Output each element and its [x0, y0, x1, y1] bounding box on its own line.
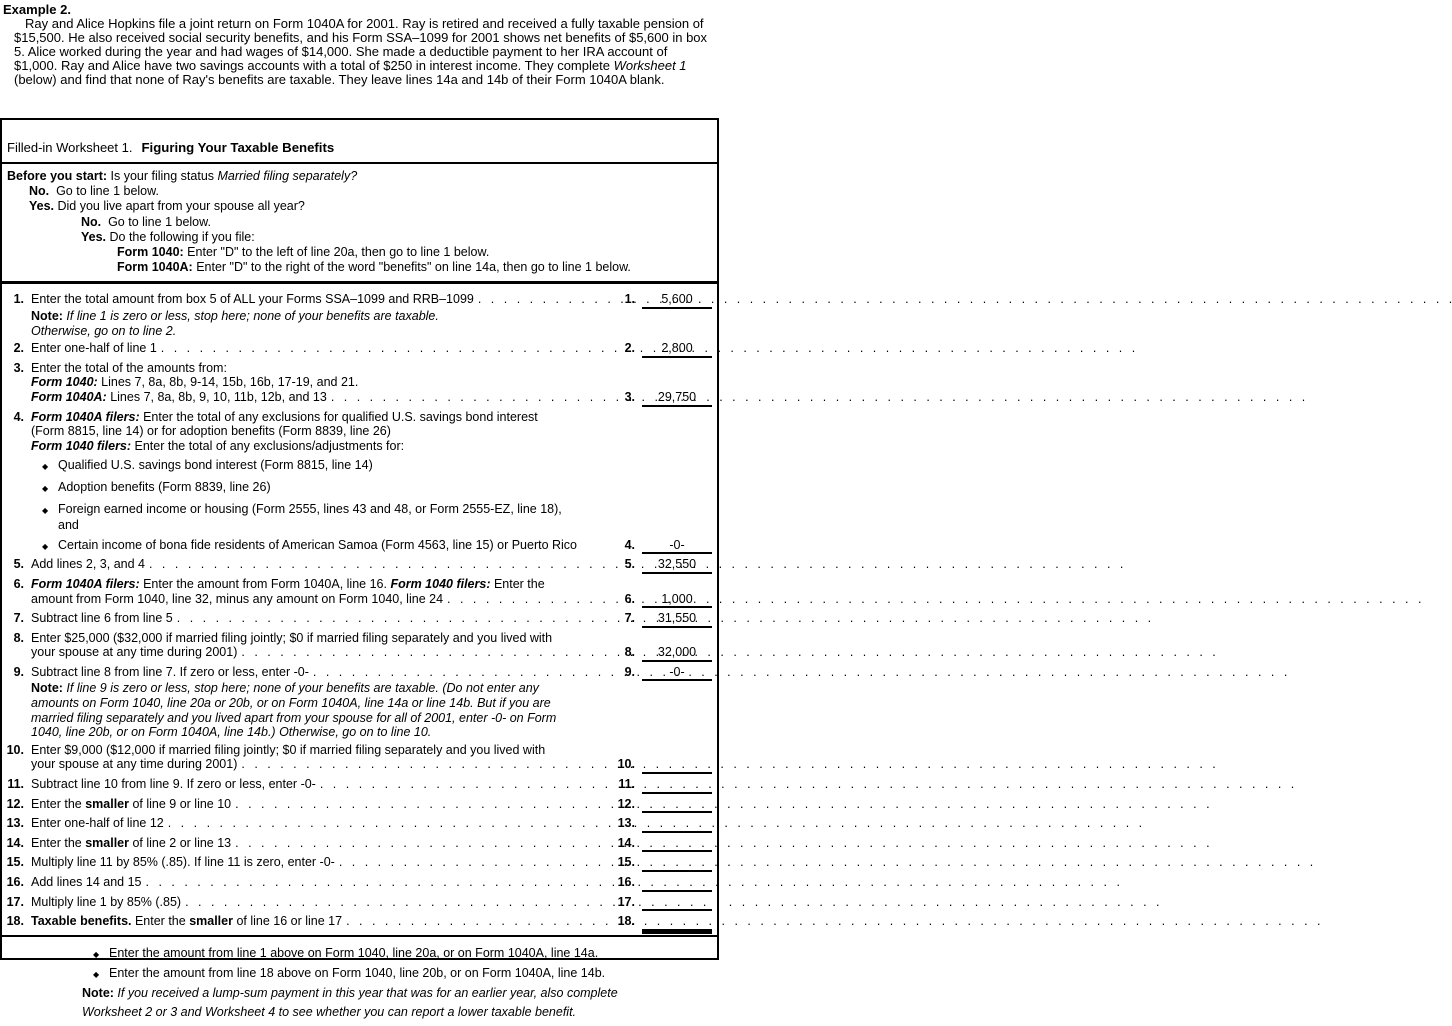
text-row [31, 757, 714, 774]
amount-line-number: 2. [624, 341, 635, 356]
row-text [58, 458, 373, 473]
line-body [31, 836, 717, 853]
text-segment: Before you start: [7, 169, 108, 183]
diamond-bullet-icon: ◆ [42, 541, 49, 551]
dot-leader [177, 611, 607, 626]
row-text [31, 855, 335, 870]
worksheet-line-11 [4, 777, 717, 794]
text-row [31, 309, 714, 324]
diamond-bullet-icon: ◆ [42, 483, 49, 493]
dot-leader [313, 665, 607, 680]
text-segment: Enter $9,000 ($12,000 if married filing jointly; $0 if married filing separately and you lived with [31, 742, 546, 757]
text-segment: Enter the amount from line 1 above on Form 1040, line 20a, or on Form 1040A, line 14a. [109, 945, 599, 960]
amount-value: 31,550 [642, 611, 712, 628]
amount-value: -0- [642, 538, 712, 555]
amount-value: -0- [642, 665, 712, 682]
line-number: 5. [13, 557, 24, 572]
text-segment: Worksheet 1 [613, 57, 687, 73]
text-segment: your spouse at any time during 2001) [31, 757, 238, 772]
row-text [31, 743, 545, 758]
amount-value [642, 816, 712, 833]
row-text [31, 361, 227, 376]
line-number: 7. [13, 611, 24, 626]
worksheet-line-9 [4, 665, 717, 740]
line-number: 14. [6, 835, 24, 850]
line-body [31, 855, 717, 872]
text-segment: married filing separately and you lived apart from your spouse for all of 2001, enter -0- on Form [31, 710, 557, 725]
bullet-row [31, 458, 714, 475]
amount-line-number: 17. [617, 894, 635, 909]
row-text [31, 797, 231, 812]
text-segment: Ray and Alice Hopkins file a joint return on Form 1040A for 2001. Ray is retired and received a fully taxable pension of $15,500. He also received social security benefits, and his Form SSA–1099 for 2001 shows net benefits of $5,600 in box 5. Alice worked during the year and had wages of $14,000. She made a deductible payment to her IRA account of $1,000. Ray and Alice have two savings accounts with a total of $250 in interest income. They complete [14, 15, 708, 73]
dot-leader [478, 292, 607, 307]
row-text [109, 966, 605, 981]
diamond-bullet-icon: ◆ [93, 949, 100, 959]
dot-leader [235, 797, 607, 812]
text-row [31, 743, 714, 758]
text-segment: Lines 7, 8a, 8b, 9, 10, 11b, 12b, and 13 [106, 389, 327, 404]
row-text [31, 875, 142, 890]
publication-page [0, 0, 719, 1019]
worksheet-line-7 [4, 611, 717, 628]
text-row [82, 986, 713, 1001]
dot-leader [241, 757, 607, 772]
text-segment: 1040, line 20b, or on Form 1040A, line 14b.) Otherwise, go on to line 10. [31, 725, 432, 740]
amount-line-number: 14. [617, 835, 635, 850]
text-row [7, 199, 715, 214]
text-row [31, 577, 714, 592]
text-segment: Subtract line 6 from line 5 [31, 611, 173, 626]
amount-value [642, 914, 712, 931]
row-text [31, 439, 404, 454]
line-body [31, 875, 717, 892]
amount-value: 2,800 [642, 341, 712, 358]
text-row [31, 725, 714, 740]
row-text [31, 836, 231, 851]
dot-leader [146, 875, 607, 890]
line-number: 3. [13, 360, 24, 375]
row-text [29, 199, 305, 214]
amount-value: 29,750 [642, 390, 712, 407]
text-segment: Enter the amount from Form 1040A, line 16. [139, 576, 391, 591]
line-number: 17. [6, 894, 24, 909]
text-row [31, 665, 714, 682]
text-segment: Married filing separately? [217, 169, 358, 183]
worksheet-line-2 [4, 341, 717, 358]
row-text [31, 816, 164, 831]
amount-line-number: 9. [624, 664, 635, 679]
amount-value [642, 797, 712, 814]
worksheet-line-5 [4, 557, 717, 574]
text-segment: If you received a lump-sum payment in this year that was for an earlier year, also complete [113, 985, 618, 1000]
text-row [31, 518, 714, 533]
amount-line-number: 11. [618, 777, 635, 792]
text-row [31, 895, 714, 912]
text-row [31, 875, 714, 892]
diamond-bullet-icon: ◆ [42, 505, 49, 515]
row-text [82, 1005, 576, 1020]
text-segment: No. [29, 184, 50, 199]
text-segment: Multiply line 1 by 85% (.85) [31, 894, 182, 909]
row-text [31, 309, 439, 324]
line-number: 12. [6, 796, 24, 811]
row-text [81, 230, 255, 245]
text-row [82, 1005, 713, 1020]
row-text [31, 681, 539, 696]
line-body [31, 914, 717, 931]
amount-value: 32,550 [642, 557, 712, 574]
text-segment: amounts on Form 1040, line 20a or 20b, or on Form 1040A, line 14a or line 14b. But if you are [31, 696, 551, 711]
text-segment: Form 1040A: [31, 389, 107, 404]
row-text [31, 341, 157, 356]
text-segment: Note: [31, 681, 63, 696]
row-text [31, 424, 391, 439]
worksheet-line-13 [4, 816, 717, 833]
row-text [31, 895, 181, 910]
row-text [82, 986, 618, 1001]
text-segment: Add lines 2, 3, and 4 [31, 557, 145, 572]
amount-line-number: 6. [624, 591, 635, 606]
text-segment: If line 9 is zero or less, stop here; none of your benefits are taxable. (Do not enter any [62, 681, 539, 696]
row-text [58, 538, 577, 553]
amount-line-number: 18. [617, 914, 635, 929]
text-segment: (below) and find that none of Ray's benefits are taxable. They leave lines 14a and 14b of their Form 1040A blank. [14, 71, 665, 87]
row-text [31, 592, 443, 607]
row-text [31, 665, 309, 680]
amount-value: 32,000 [642, 645, 712, 662]
line-number: 11. [7, 777, 24, 792]
amount-value [642, 777, 712, 794]
worksheet-title-bold: Figuring Your Taxable Benefits [141, 140, 335, 155]
text-segment: Form 1040: [117, 245, 184, 260]
text-row [31, 341, 714, 358]
dot-leader [447, 592, 607, 607]
dot-leader [149, 557, 607, 572]
example-section [0, 0, 719, 86]
text-segment: Yes. [29, 199, 55, 214]
worksheet-line-3 [4, 361, 717, 407]
row-text [58, 502, 562, 517]
text-segment: Taxable benefits. [31, 914, 132, 929]
line-number: 9. [13, 664, 24, 679]
text-segment: Is your filing status [107, 169, 218, 183]
before-you-start [2, 164, 717, 284]
text-segment: (Form 8815, line 14) or for adoption benefits (Form 8839, line 26) [31, 424, 391, 439]
text-segment: Go to line 1 below. [49, 184, 159, 199]
worksheet-title [2, 120, 717, 164]
text-segment: Did you live apart from your spouse all year? [54, 199, 305, 214]
text-segment: No. [81, 214, 102, 229]
text-segment: Enter the [490, 576, 545, 591]
line-body [31, 895, 717, 912]
row-text [29, 184, 159, 199]
line-body [31, 631, 717, 662]
row-text [58, 480, 271, 495]
text-segment: Form 1040A filers: [31, 409, 140, 424]
dot-leader [161, 341, 607, 356]
dot-leader [185, 895, 607, 910]
row-text [31, 375, 358, 390]
text-row [31, 592, 714, 609]
line-body [31, 410, 717, 555]
row-text [31, 711, 556, 726]
worksheet-line-15 [4, 855, 717, 872]
text-row [31, 439, 714, 454]
text-segment: Form 1040 filers: [390, 576, 491, 591]
line-number: 8. [13, 630, 24, 645]
line-number: 10. [6, 742, 24, 757]
text-segment: Enter the [31, 796, 86, 811]
amount-line-number: 8. [624, 645, 635, 660]
worksheet-line-18 [4, 914, 717, 931]
row-text [31, 390, 327, 405]
worksheet-line-6 [4, 577, 717, 608]
text-segment: Qualified U.S. savings bond interest (Form 8815, line 14) [58, 458, 373, 473]
worksheet-line-16 [4, 875, 717, 892]
row-text [117, 260, 631, 275]
text-segment: Enter the total amount from box 5 of ALL your Forms SSA–1099 and RRB–1099 [31, 292, 474, 307]
text-segment: Enter "D" to the right of the word "benefits" on line 14a, then go to line 1 below. [192, 260, 631, 275]
row-text [31, 645, 237, 660]
line-number: 15. [6, 855, 24, 870]
row-text [31, 914, 342, 929]
dot-leader [235, 836, 607, 851]
text-row [31, 375, 714, 390]
worksheet-line-10 [4, 743, 717, 774]
text-segment: Enter the total of any exclusions for qualified U.S. savings bond interest [139, 409, 538, 424]
amount-line-number: 16. [617, 875, 635, 890]
row-text [109, 946, 598, 961]
row-text [58, 518, 79, 533]
row-text [31, 577, 545, 592]
bullet-row [31, 502, 714, 519]
text-row [31, 631, 714, 646]
worksheet-title-prefix: Filled-in Worksheet 1. [7, 140, 133, 155]
amount-value [642, 875, 712, 892]
text-row [31, 324, 714, 339]
worksheet-line-8 [4, 631, 717, 662]
line-body [31, 361, 717, 407]
text-segment: Enter $25,000 ($32,000 if married filing jointly; $0 if married filing separately and you lived with [31, 630, 553, 645]
line-body [31, 665, 717, 740]
text-row [31, 816, 714, 833]
text-segment: of line 16 or line 17 [232, 914, 343, 929]
text-segment: and [58, 518, 79, 533]
line-body [31, 577, 717, 608]
line-number: 18. [6, 914, 24, 929]
text-segment: Subtract line 10 from line 9. If zero or less, enter -0- [31, 777, 316, 792]
text-row [7, 260, 715, 275]
row-text [117, 245, 489, 260]
text-segment: Certain income of bona fide residents of American Samoa (Form 4563, line 15) or Puerto Rico [58, 537, 578, 552]
amount-line-number: 3. [624, 389, 635, 404]
text-row [31, 681, 714, 696]
text-segment: Enter the amount from line 18 above on Form 1040, line 20b, or on Form 1040A, line 14b. [109, 965, 606, 980]
amount-line-number: 13. [617, 816, 635, 831]
text-segment: Worksheet 2 or 3 and Worksheet 4 to see whether you can report a lower taxable benefit. [82, 1004, 577, 1019]
text-row [31, 914, 714, 931]
text-row [7, 230, 715, 245]
text-row [31, 410, 714, 425]
row-text [31, 611, 173, 626]
text-segment: smaller [85, 796, 129, 811]
text-segment: smaller [85, 835, 129, 850]
bullet-row [31, 480, 714, 497]
text-segment: Form 1040A: [117, 260, 193, 275]
text-segment: If line 1 is zero or less, stop here; none of your benefits are taxable. [62, 309, 439, 324]
worksheet-line-17 [4, 895, 717, 912]
worksheet-line-4 [4, 410, 717, 555]
line-body [31, 743, 717, 774]
amount-line-number: 10. [617, 757, 635, 772]
text-segment: your spouse at any time during 2001) [31, 645, 238, 660]
text-row [31, 855, 714, 872]
text-row [31, 777, 714, 794]
text-segment: Enter the [31, 835, 86, 850]
line-number: 6. [13, 576, 24, 591]
text-row [31, 611, 714, 628]
line-body [31, 797, 717, 814]
text-segment: amount from Form 1040, line 32, minus any amount on Form 1040, line 24 [31, 591, 444, 606]
text-segment: Form 1040: [31, 375, 98, 390]
amount-line-number: 1. [624, 292, 635, 307]
text-segment: smaller [189, 914, 233, 929]
bullet-row [31, 538, 714, 555]
line-body [31, 611, 717, 628]
text-segment: Lines 7, 8a, 8b, 9-14, 15b, 16b, 17-19, and 21. [97, 375, 359, 390]
worksheet-lines [2, 284, 717, 936]
text-segment: Note: [31, 309, 63, 324]
text-row [7, 215, 715, 230]
dot-leader [320, 777, 607, 792]
text-row [31, 711, 714, 726]
text-segment: Form 1040A filers: [31, 576, 140, 591]
amount-line-number: 7. [624, 611, 635, 626]
line-body [31, 816, 717, 833]
text-segment: Enter the total of the amounts from: [31, 360, 227, 375]
worksheet-line-12 [4, 797, 717, 814]
text-segment: Otherwise, go on to line 2. [31, 323, 177, 338]
text-segment: Note: [82, 985, 114, 1000]
worksheet-line-1 [4, 292, 717, 338]
text-segment: Do the following if you file: [106, 229, 255, 244]
row-text [31, 292, 474, 307]
text-segment: Go to line 1 below. [101, 214, 211, 229]
row-text [31, 725, 431, 740]
text-row [31, 645, 714, 662]
text-segment: of line 2 or line 13 [128, 835, 232, 850]
line-number: 13. [6, 816, 24, 831]
text-row [31, 361, 714, 376]
dot-leader [339, 855, 607, 870]
text-row [31, 557, 714, 574]
worksheet-footer [2, 937, 717, 1026]
row-text [31, 631, 552, 646]
amount-line-number: 12. [617, 796, 635, 811]
text-row [7, 245, 715, 260]
text-row [31, 390, 714, 407]
row-text [81, 215, 211, 230]
text-segment: Adoption benefits (Form 8839, line 26) [58, 479, 271, 494]
line-body [31, 292, 717, 338]
line-number: 1. [13, 292, 24, 307]
row-text [31, 777, 316, 792]
worksheet-line-14 [4, 836, 717, 853]
text-segment: Add lines 14 and 15 [31, 875, 142, 890]
text-segment: Multiply line 11 by 85% (.85). If line 11 is zero, enter -0- [31, 855, 335, 870]
amount-line-number: 4. [624, 537, 635, 552]
row-text [31, 557, 145, 572]
row-text [31, 696, 551, 711]
line-number: 4. [13, 409, 24, 424]
row-text [31, 757, 237, 772]
amount-value [642, 895, 712, 912]
text-segment: Enter "D" to the left of line 20a, then go to line 1 below. [183, 245, 490, 260]
text-row [31, 797, 714, 814]
text-segment: Enter one-half of line 1 [31, 341, 157, 356]
diamond-bullet-icon: ◆ [93, 969, 100, 979]
line-body [31, 777, 717, 794]
row-text [7, 169, 357, 184]
row-text [31, 324, 176, 339]
dot-leader [346, 914, 607, 929]
text-segment: Enter the total of any exclusions/adjustments for: [131, 438, 405, 453]
example-heading: Example 2. [3, 2, 71, 17]
amount-line-number: 5. [624, 557, 635, 572]
text-segment: Enter one-half of line 12 [31, 816, 164, 831]
text-segment: Form 1040 filers: [31, 438, 132, 453]
text-row [31, 836, 714, 853]
text-segment: Subtract line 8 from line 7. If zero or less, enter -0- [31, 664, 309, 679]
text-segment: Yes. [81, 229, 107, 244]
line-body [31, 557, 717, 574]
dot-leader [241, 645, 607, 660]
example-paragraph [14, 17, 713, 87]
text-row [31, 696, 714, 711]
line-body [31, 341, 717, 358]
bullet-row [82, 946, 713, 962]
text-row [31, 292, 714, 309]
amount-value: 1,000 [642, 592, 712, 609]
diamond-bullet-icon: ◆ [42, 462, 49, 472]
amount-value: 5,600 [642, 292, 712, 309]
text-segment: Foreign earned income or housing (Form 2555, lines 43 and 48, or Form 2555-EZ, line 18), [58, 501, 562, 516]
worksheet-box [0, 118, 719, 1019]
row-text [31, 410, 538, 425]
amount-value [642, 757, 712, 774]
text-row [7, 169, 715, 184]
amount-line-number: 15. [617, 855, 635, 870]
text-row [31, 424, 714, 439]
text-row [7, 184, 715, 199]
text-segment: of line 9 or line 10 [128, 796, 232, 811]
amount-value [642, 855, 712, 872]
line-number: 16. [6, 875, 24, 890]
dot-leader [331, 390, 607, 405]
amount-value [642, 836, 712, 853]
bullet-row [82, 966, 713, 982]
dot-leader [168, 816, 607, 831]
line-number: 2. [13, 341, 24, 356]
text-segment: Enter the [131, 914, 190, 929]
